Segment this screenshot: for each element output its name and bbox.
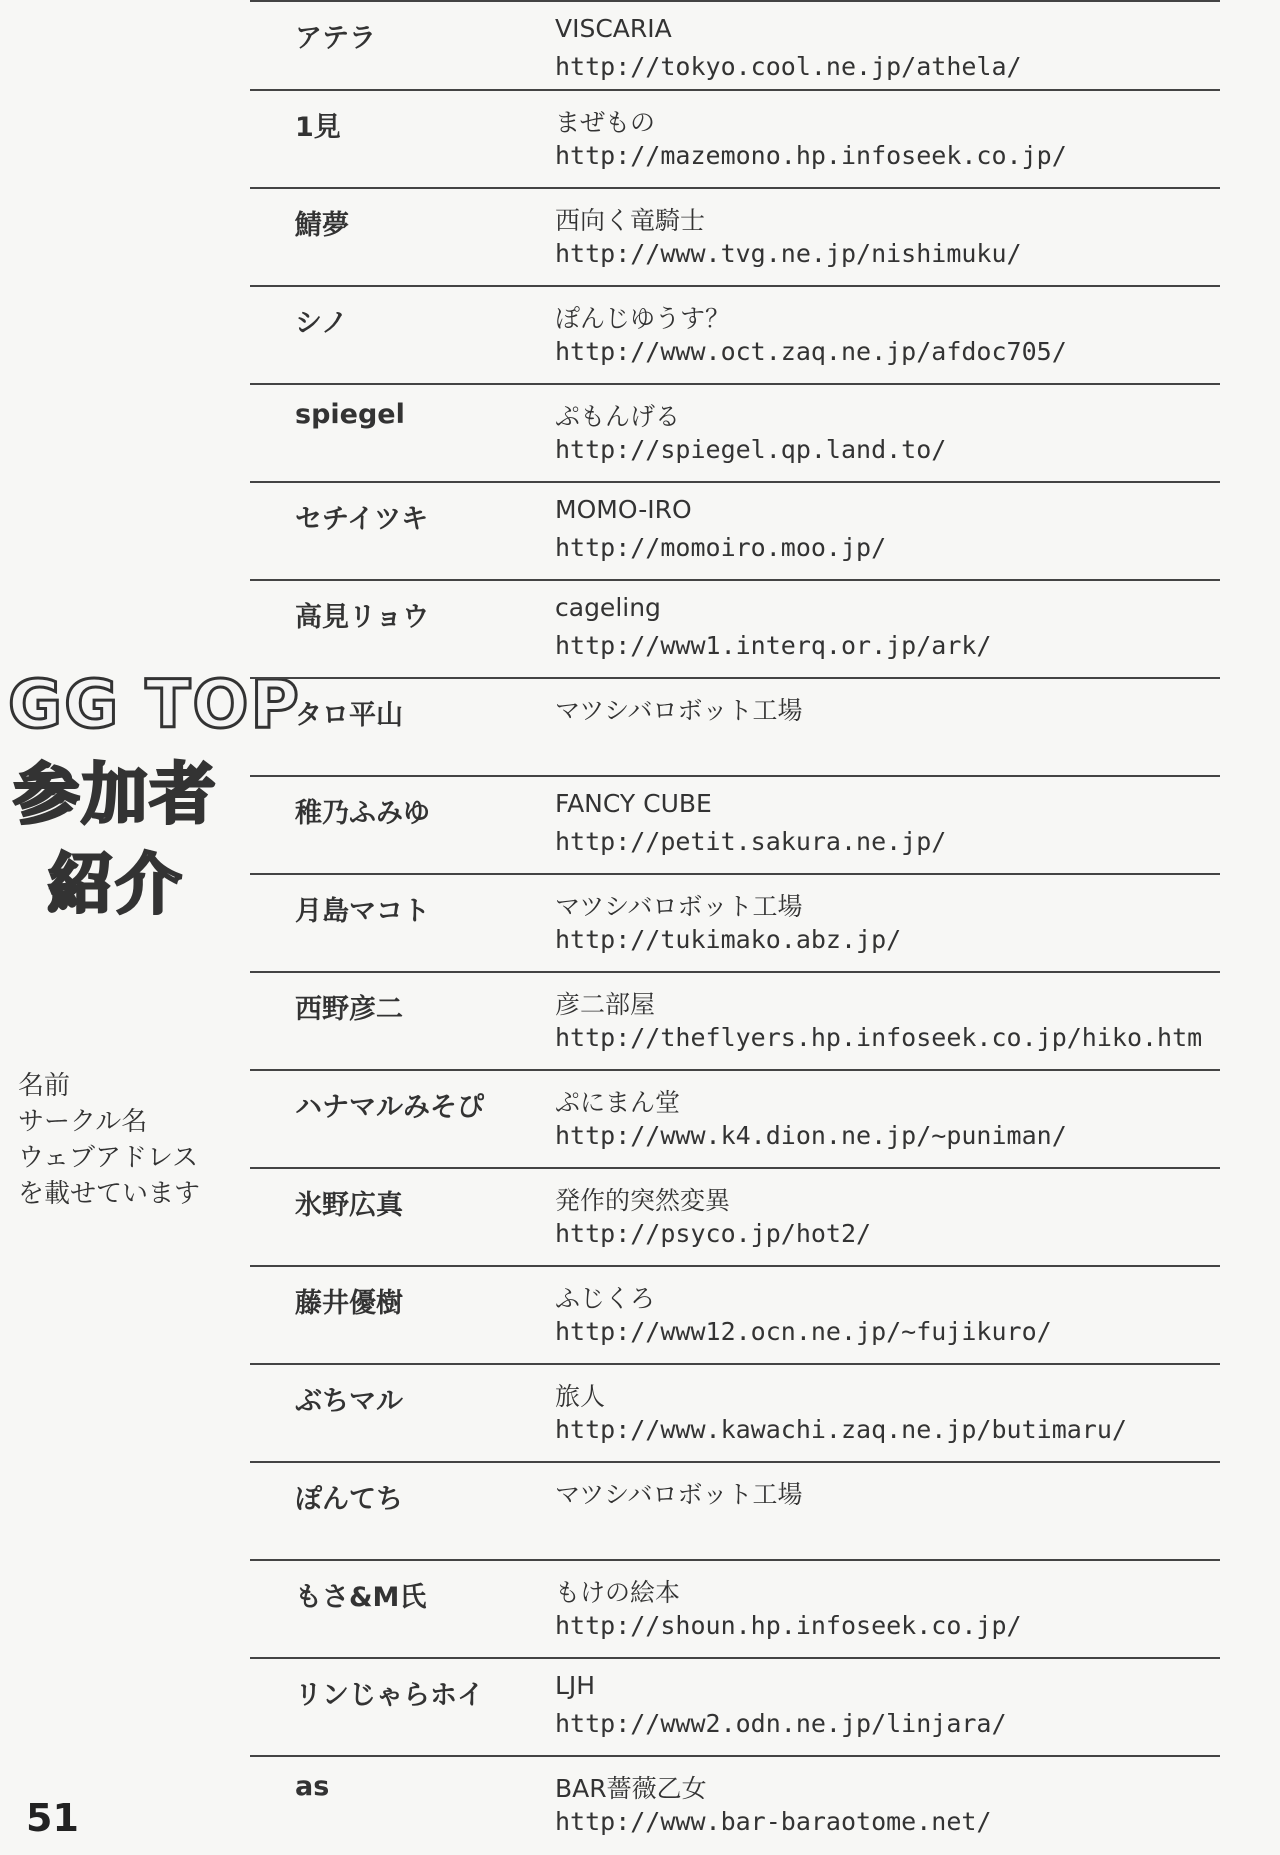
website-link[interactable]: http://psyco.jp/hot2/ xyxy=(555,1219,872,1248)
section-title-line: GG TOP xyxy=(8,666,301,743)
website-link[interactable]: http://www1.interq.or.jp/ark/ xyxy=(555,631,992,660)
participant-name: セチイツキ xyxy=(295,504,429,535)
participant-name: シノ xyxy=(295,308,348,339)
website-link[interactable]: http://www.oct.zaq.ne.jp/afdoc705/ xyxy=(555,337,1067,366)
participant-name: アテラ xyxy=(295,23,376,54)
participant-row xyxy=(250,1169,1220,1267)
circle-name: ぷもんげる xyxy=(555,402,681,431)
circle-name: マツシバロボット工場 xyxy=(555,696,803,725)
circle-name: 旅人 xyxy=(555,1382,606,1411)
legend-line: 名前 xyxy=(18,1071,71,1101)
participant-row xyxy=(250,973,1220,1071)
website-link[interactable]: http://momoiro.moo.jp/ xyxy=(555,533,887,562)
participant-name: ぶちマル xyxy=(295,1386,403,1417)
participant-table xyxy=(250,0,1220,1855)
website-link[interactable]: http://www.tvg.ne.jp/nishimuku/ xyxy=(555,239,1022,268)
participant-row xyxy=(250,777,1220,875)
website-link[interactable]: http://www2.odn.ne.jp/linjara/ xyxy=(555,1709,1007,1738)
section-title xyxy=(8,660,301,930)
participant-name: もさ&M氏 xyxy=(295,1582,427,1613)
participant-name: 高見リョウ xyxy=(295,602,430,633)
section-title-line: 紹介 xyxy=(47,846,184,923)
participant-name: 稚乃ふみゆ xyxy=(295,798,430,829)
website-link[interactable]: http://tukimako.abz.jp/ xyxy=(555,925,902,954)
circle-name: LJH xyxy=(555,1671,596,1700)
participant-row xyxy=(250,189,1220,287)
website-link[interactable]: http://theflyers.hp.infoseek.co.jp/hiko.htm xyxy=(555,1023,1203,1052)
participant-row xyxy=(250,1757,1220,1855)
participant-row xyxy=(250,483,1220,581)
circle-name: 発作的突然変異 xyxy=(555,1186,731,1215)
circle-name: ぷにまん堂 xyxy=(555,1088,681,1117)
website-link[interactable]: http://www.bar-baraotome.net/ xyxy=(555,1807,992,1836)
legend-line: サークル名 xyxy=(18,1107,148,1137)
participant-row xyxy=(250,1267,1220,1365)
website-link[interactable]: http://petit.sakura.ne.jp/ xyxy=(555,827,947,856)
circle-name: FANCY CUBE xyxy=(555,789,712,818)
legend-note xyxy=(18,1068,228,1212)
page-number: 51 xyxy=(26,1796,79,1840)
circle-name: MOMO-IRO xyxy=(555,495,692,524)
participant-name: as xyxy=(295,1771,330,1802)
participant-row xyxy=(250,1071,1220,1169)
website-link[interactable]: http://shoun.hp.infoseek.co.jp/ xyxy=(555,1611,1022,1640)
participant-name: 鯖夢 xyxy=(295,210,349,241)
section-title-line: 参加者 xyxy=(13,756,218,833)
circle-name: ふじくろ xyxy=(555,1284,656,1313)
circle-name: BAR薔薇乙女 xyxy=(555,1774,707,1803)
website-link[interactable]: http://www.kawachi.zaq.ne.jp/butimaru/ xyxy=(555,1415,1127,1444)
participant-row xyxy=(250,679,1220,777)
participant-row xyxy=(250,875,1220,973)
legend-line: を載せています xyxy=(18,1179,201,1209)
participant-row xyxy=(250,385,1220,483)
participant-name: 月島マコト xyxy=(295,896,430,927)
legend-line: ウェブアドレス xyxy=(18,1143,199,1173)
participant-row xyxy=(250,1561,1220,1659)
participant-row xyxy=(250,0,1220,91)
website-link[interactable]: http://www12.ocn.ne.jp/~fujikuro/ xyxy=(555,1317,1052,1346)
participant-name: 藤井優樹 xyxy=(295,1288,403,1319)
circle-name: 彦二部屋 xyxy=(555,990,656,1019)
participant-row xyxy=(250,91,1220,189)
circle-name: まぜもの xyxy=(555,108,656,137)
website-link[interactable]: http://tokyo.cool.ne.jp/athela/ xyxy=(555,52,1022,81)
circle-name: マツシバロボット工場 xyxy=(555,892,803,921)
participant-name: spiegel xyxy=(295,399,405,430)
circle-name: ぽんじゆうす？ xyxy=(555,304,731,333)
circle-name: マツシバロボット工場 xyxy=(555,1480,803,1509)
participant-name: リンじゃらホイ xyxy=(295,1680,484,1711)
participant-row xyxy=(250,581,1220,679)
circle-name: VISCARIA xyxy=(555,14,672,43)
participant-row xyxy=(250,1365,1220,1463)
circle-name: cageling xyxy=(555,593,661,622)
participant-name: ハナマルみそぴ xyxy=(295,1092,484,1123)
website-link[interactable]: http://spiegel.qp.land.to/ xyxy=(555,435,947,464)
participant-name: タロ平山 xyxy=(295,700,403,731)
participant-name: ぽんてち xyxy=(295,1484,403,1515)
participant-row xyxy=(250,1659,1220,1757)
participant-name: 氷野広真 xyxy=(295,1190,403,1221)
circle-name: 西向く竜騎士 xyxy=(555,206,706,235)
participant-name: 1見 xyxy=(295,112,341,143)
participant-row xyxy=(250,1463,1220,1561)
circle-name: もけの絵本 xyxy=(555,1578,681,1607)
website-link[interactable]: http://www.k4.dion.ne.jp/~puniman/ xyxy=(555,1121,1067,1150)
participant-row xyxy=(250,287,1220,385)
participant-name: 西野彦二 xyxy=(295,994,403,1025)
website-link[interactable]: http://mazemono.hp.infoseek.co.jp/ xyxy=(555,141,1067,170)
